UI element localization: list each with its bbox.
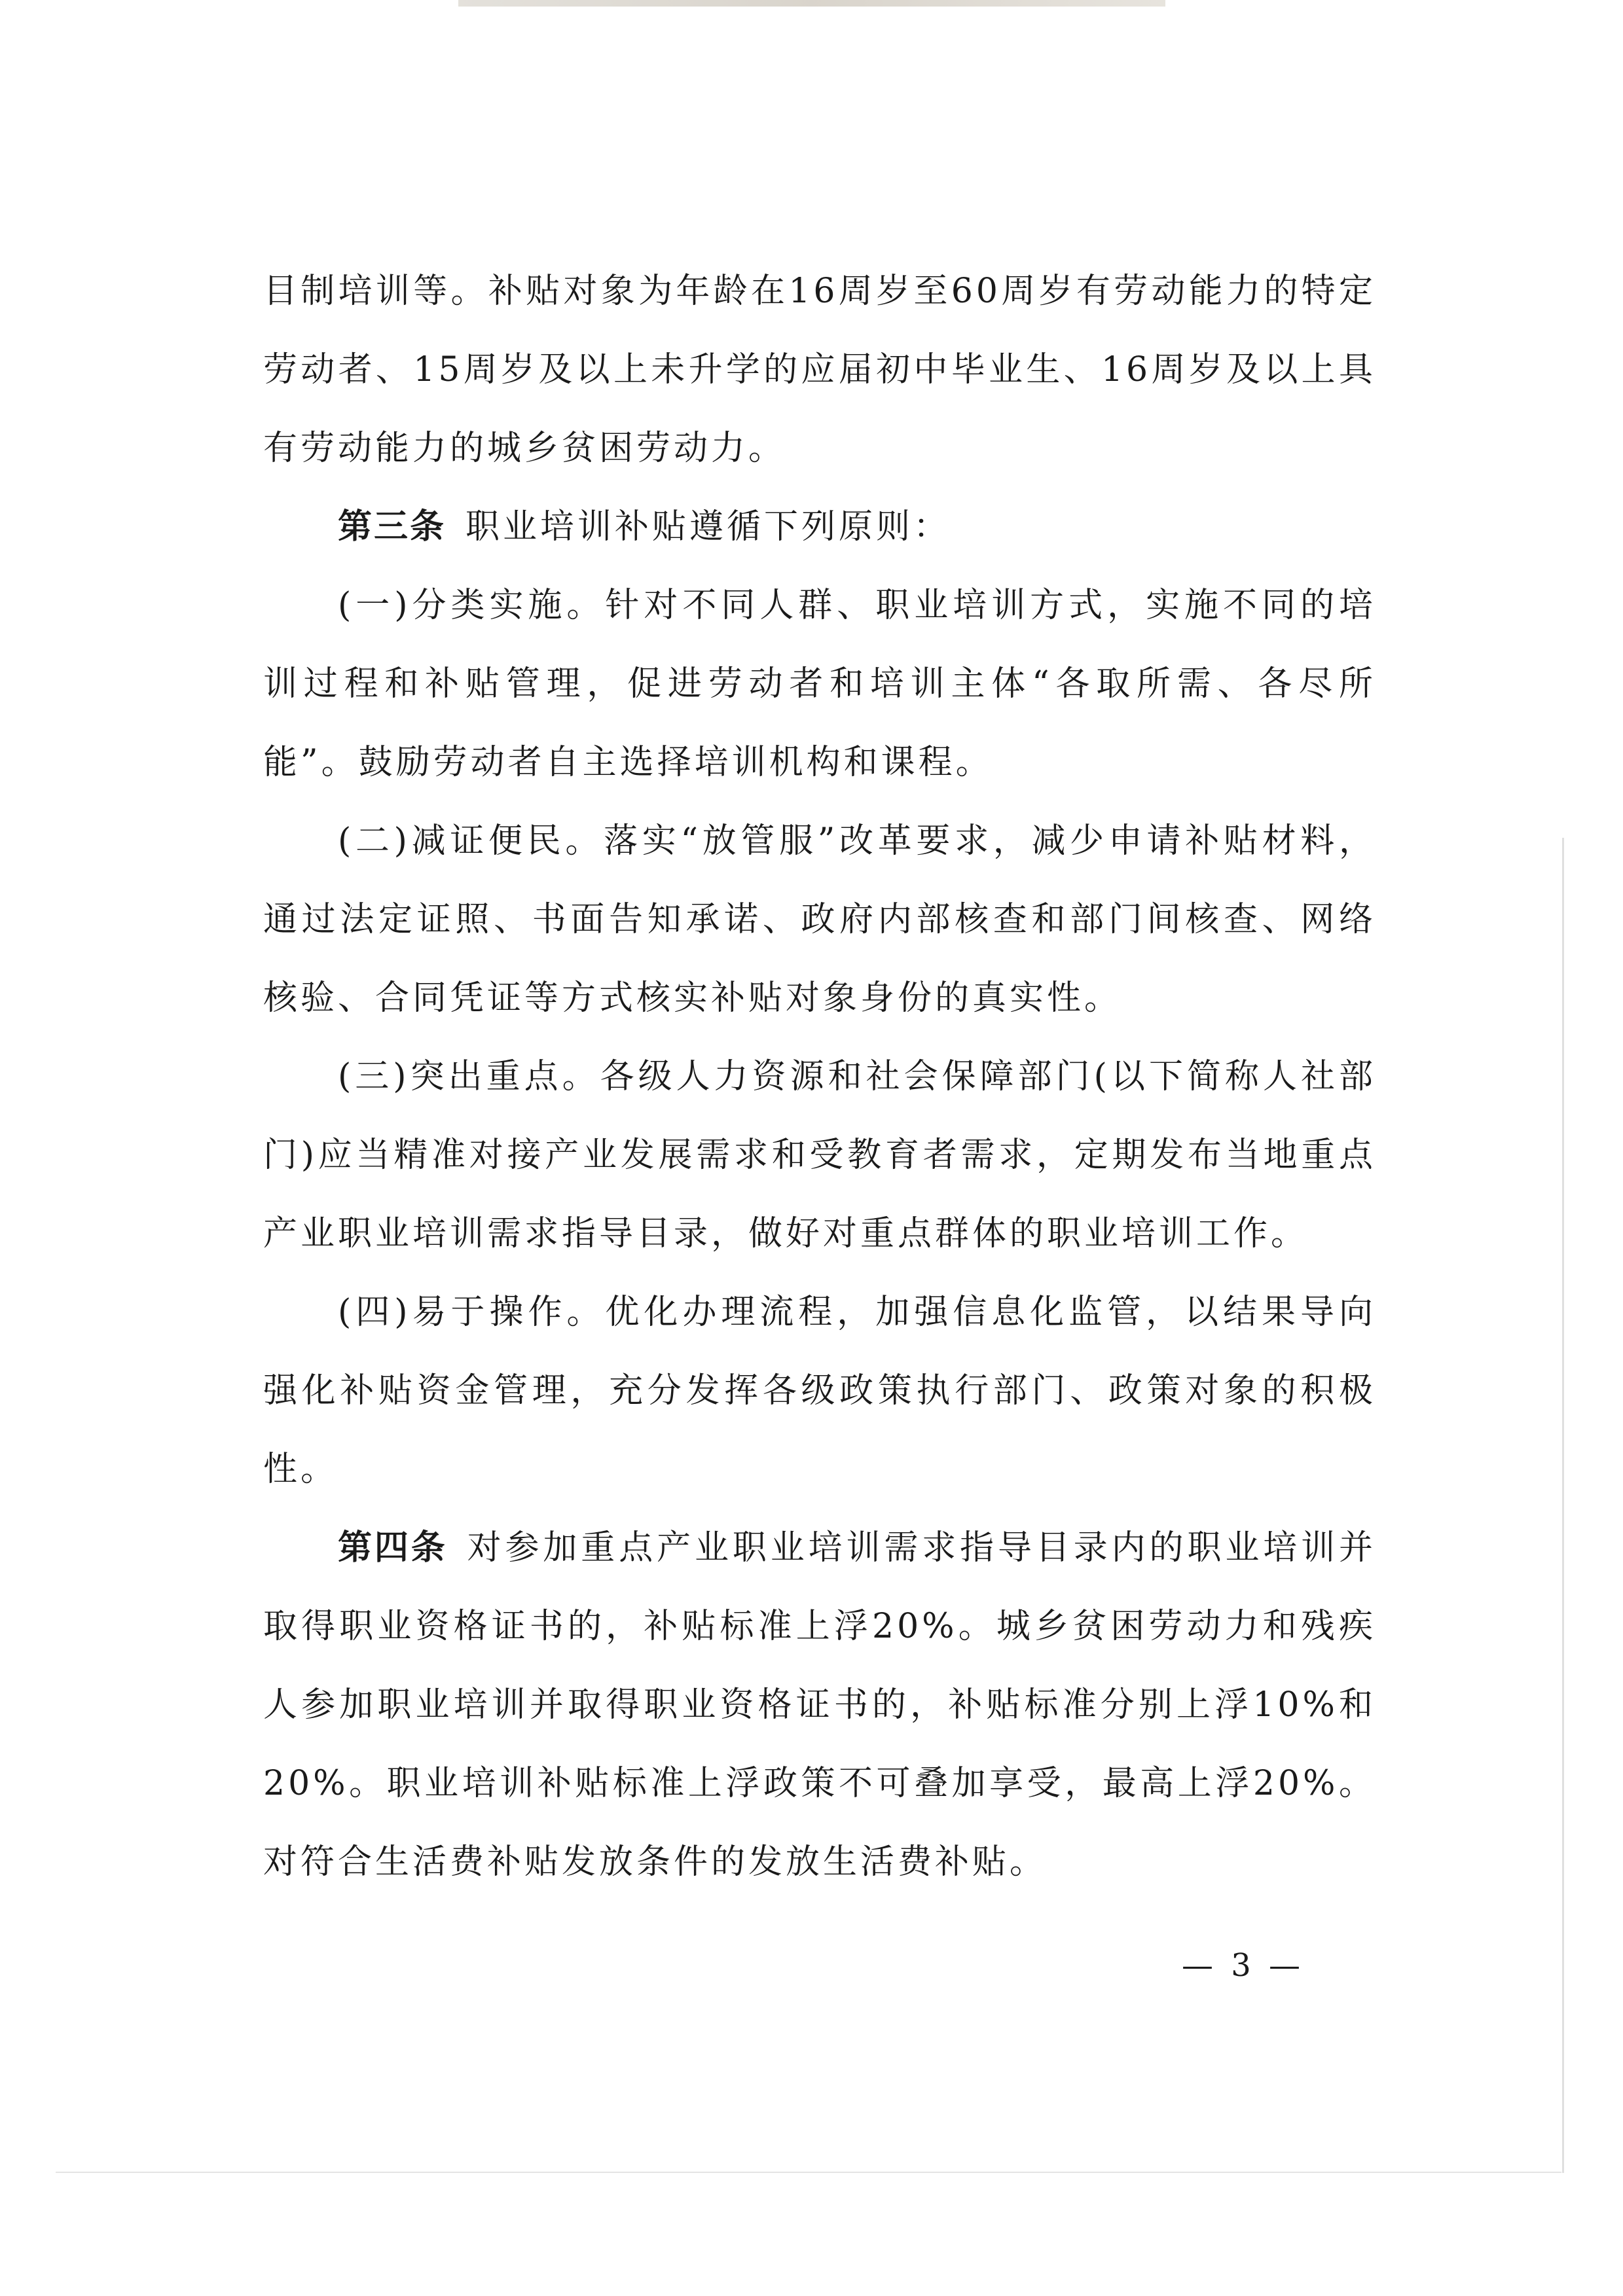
document-body (263, 252, 1376, 1901)
article-heading: 第三条 (338, 507, 447, 547)
paragraph-text: 对参加重点产业职业培训需求指导目录内的职业培训并取得职业资格证书的，补贴标准上浮20%。城乡贫困劳动力和残疾人参加职业培训并取得职业资格证书的，补贴标准分别上浮10%和20%。职业培训补贴标准上浮政策不可叠加享受，最高上浮20%。对符合生活费补贴发放条件的发放生活费补贴。 (263, 1528, 1376, 1882)
article-heading: 第四条 (338, 1528, 448, 1568)
article-4 (263, 1509, 1376, 1901)
scan-shadow-top (458, 0, 1165, 7)
page-number: — 3 — (1182, 1947, 1305, 1984)
scan-edge-right (1562, 838, 1564, 2173)
paragraph-text: (四)易于操作。优化办理流程，加强信息化监管，以结果导向强化补贴资金管理，充分发挥各级政策执行部门、政策对象的积极性。 (263, 1293, 1376, 1489)
paragraph-text: (二)减证便民。落实“放管服”改革要求，减少申请补贴材料，通过法定证照、书面告知承诺、政府内部核查和部门间核查、网络核验、合同凭证等方式核实补贴对象身份的真实性。 (263, 821, 1376, 1018)
paragraph-text: 职业培训补贴遵循下列原则： (465, 507, 951, 547)
principle-3 (263, 1037, 1376, 1273)
paragraph-text: 目制培训等。补贴对象为年龄在16周岁至60周岁有劳动能力的特定劳动者、15周岁及以上未升学的应届初中毕业生、16周岁及以上具有劳动能力的城乡贫困劳动力。 (263, 272, 1376, 468)
principle-2 (263, 802, 1376, 1037)
paragraph-text: (一)分类实施。针对不同人群、职业培训方式，实施不同的培训过程和补贴管理，促进劳动者和培训主体“各取所需、各尽所能”。鼓励劳动者自主选择培训机构和课程。 (263, 586, 1376, 782)
principle-1 (263, 566, 1376, 802)
article-3 (263, 488, 1376, 566)
paragraph-text: (三)突出重点。各级人力资源和社会保障部门(以下简称人社部门)应当精准对接产业发展需求和受教育者需求，定期发布当地重点产业职业培训需求指导目录，做好对重点群体的职业培训工作。 (263, 1057, 1376, 1253)
paragraph-subsidy-targets (263, 252, 1376, 488)
scan-edge-bottom (56, 2172, 1561, 2173)
principle-4 (263, 1273, 1376, 1509)
